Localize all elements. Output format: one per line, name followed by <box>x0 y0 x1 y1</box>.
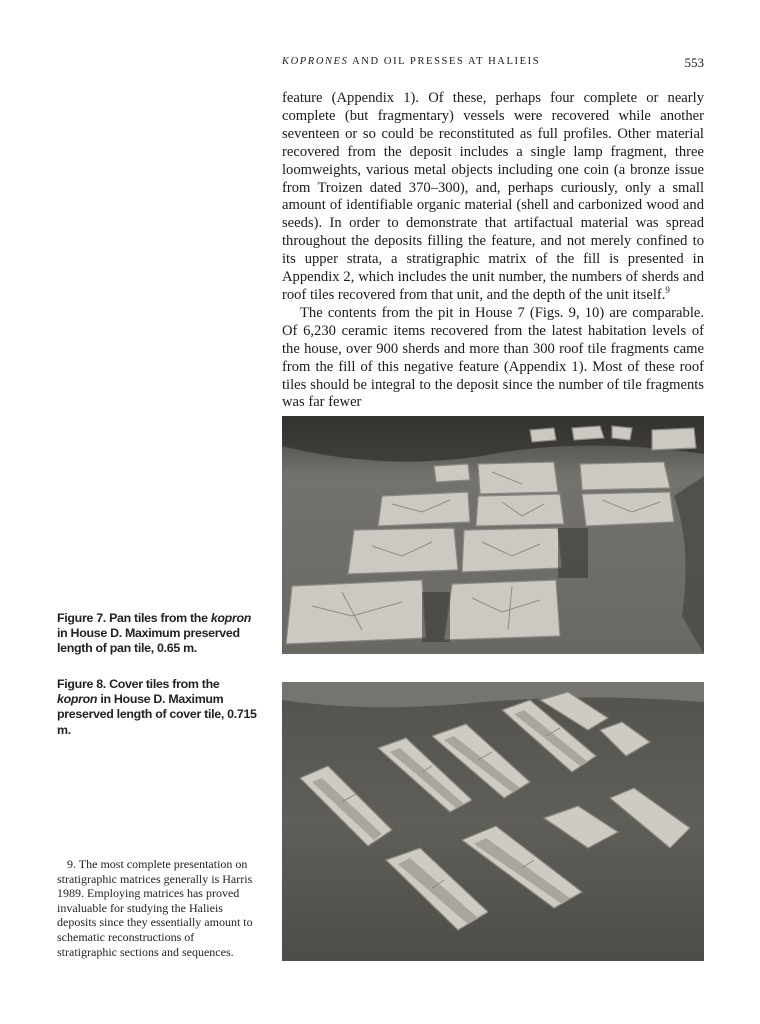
running-head-title-rest: AND OIL PRESSES AT HALIEIS <box>348 56 541 67</box>
figure-8-caption-b: in House D. Maximum preserved length of cover tile, 0.715 m. <box>57 692 257 737</box>
paragraph-1-text: feature (Appendix 1). Of these, perhaps four complete or nearly complete (but fragmentary) vessels were recovered while another seventeen or so could be reconstituted as full profiles. Other material recovered from the deposit includes a single lamp fragment, three loomweights, various metal objects including one coin (a bronze issue from Troizen dated 370–300), and, perhaps curiously, only a small amount of identifiable organic material (shell and carbonized wood and seeds). In order to demonstrate that artifactual material was spread throughout the deposits filling the feature, and not merely confined to its upper strata, a stratigraphic matrix of the fill is presented in Appendix 2, which includes the unit number, the numbers of sherds and roof tiles recovered from that unit, and the depth of the unit itself. <box>282 90 704 303</box>
figure-7-label: Figure 7. <box>57 611 106 625</box>
figure-8-illustration <box>282 682 704 961</box>
running-head-title <box>282 56 540 67</box>
figure-7-caption-italic: kopron <box>210 611 252 625</box>
figure-8-label: Figure 8. <box>57 677 106 691</box>
running-head-title-italic: KOPRONES <box>282 56 349 67</box>
footnote-9 <box>57 857 257 959</box>
figure-7-caption <box>57 611 257 657</box>
paragraph-1 <box>282 90 704 305</box>
figure-7-illustration <box>282 416 704 654</box>
figure-8-photo <box>282 682 704 961</box>
footnote-9-text: 9. The most complete presentation on stratigraphic matrices generally is Harris 1989. Employing matrices has proved invaluable for studying the Halieis deposits since they essentially amount to schematic reconstructions of stratigraphic sections and sequences. <box>57 857 253 959</box>
figure-7-photo <box>282 416 704 654</box>
figure-8-caption <box>57 677 257 738</box>
figure-7-caption-b: in House D. Maximum preserved length of pan tile, 0.65 m. <box>57 626 240 656</box>
body-text <box>282 90 704 412</box>
footnote-ref-9[interactable]: 9 <box>665 285 670 296</box>
figure-7-caption-a: Pan tiles from the <box>105 611 211 625</box>
paragraph-2: The contents from the pit in House 7 (Figs. 9, 10) are comparable. Of 6,230 ceramic items recovered from the latest habitation levels of the house, over 900 sherds and more than 300 roof tile fragments came from the fill of this negative feature (Appendix 1). Most of these roof tiles should be integral to the deposit since the number of tile fragments was far fewer <box>282 304 704 411</box>
running-head <box>282 56 704 74</box>
figure-8-caption-a: Cover tiles from the <box>105 677 220 691</box>
figure-8-caption-italic: kopron <box>57 692 98 707</box>
page-number: 553 <box>684 55 704 70</box>
